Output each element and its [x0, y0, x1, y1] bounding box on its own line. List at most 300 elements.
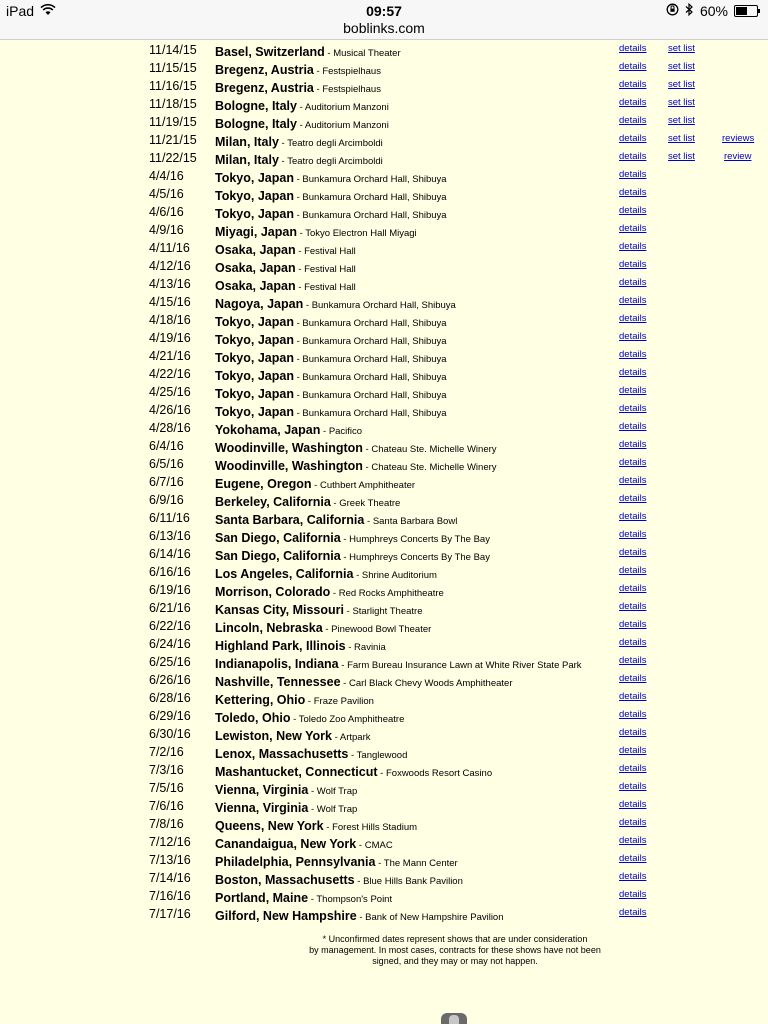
tour-date-row [0, 150, 768, 168]
set-list-link[interactable]: set list [668, 133, 695, 144]
details-link[interactable]: details [619, 151, 647, 162]
venue-separator: - [308, 804, 317, 815]
details-link[interactable]: details [619, 583, 647, 594]
show-date: 11/15/15 [149, 61, 197, 75]
venue-separator: - [293, 210, 303, 221]
show-date: 6/11/16 [149, 511, 190, 525]
show-city: Tokyo, Japan [215, 387, 294, 401]
show-venue: Shrine Auditorium [361, 570, 437, 581]
show-date: 4/28/16 [149, 421, 191, 435]
device-name: iPad [6, 3, 35, 19]
tour-date-row [0, 744, 768, 762]
show-date: 7/12/16 [149, 835, 191, 849]
venue-separator: - [295, 282, 305, 293]
venue-separator: - [303, 300, 312, 311]
venue-separator: - [322, 624, 332, 635]
show-venue: Foxwoods Resort Casino [385, 768, 493, 779]
tour-dates-list [0, 42, 768, 924]
details-link[interactable]: details [619, 799, 647, 810]
details-link[interactable]: details [619, 781, 647, 792]
details-link[interactable]: details [619, 169, 647, 180]
tour-date-row [0, 780, 768, 798]
show-venue: Chateau Ste. Michelle Winery [371, 462, 497, 473]
show-city: Miyagi, Japan [215, 225, 297, 239]
show-date: 4/13/16 [149, 277, 191, 291]
tour-date-row [0, 726, 768, 744]
details-link[interactable]: details [619, 763, 647, 774]
show-city: Vienna, Virginia [215, 783, 309, 797]
show-date: 6/19/16 [149, 583, 191, 597]
tour-date-row [0, 492, 768, 510]
show-date: 6/21/16 [149, 601, 191, 615]
show-city: Tokyo, Japan [215, 189, 294, 203]
show-city: Bregenz, Austria [215, 81, 314, 95]
show-venue: Starlight Theatre [352, 606, 423, 617]
show-venue: Greek Theatre [339, 498, 401, 509]
show-venue: Bank of New Hampshire Pavilion [365, 912, 504, 923]
tour-date-row [0, 42, 768, 60]
show-city: Queens, New York [215, 819, 324, 833]
venue-separator: - [356, 912, 366, 923]
show-city: Tokyo, Japan [215, 351, 294, 365]
details-link[interactable]: details [619, 673, 647, 684]
show-city: Kettering, Ohio [215, 693, 306, 707]
show-city: Portland, Maine [215, 891, 309, 905]
show-location [215, 727, 370, 745]
tour-date-row [0, 798, 768, 816]
details-link[interactable]: details [619, 817, 647, 828]
show-location [215, 349, 447, 367]
venue-separator: - [331, 732, 340, 743]
show-date: 4/5/16 [149, 187, 184, 201]
show-location [215, 259, 356, 277]
venue-separator: - [375, 858, 384, 869]
details-link[interactable]: details [619, 223, 647, 234]
tour-date-row [0, 690, 768, 708]
show-location [215, 871, 463, 889]
show-venue: Auditorium Manzoni [304, 102, 389, 113]
details-link[interactable]: details [619, 727, 647, 738]
show-location [215, 61, 381, 79]
show-city: Vienna, Virginia [215, 801, 309, 815]
show-location [215, 673, 513, 691]
tour-date-row [0, 618, 768, 636]
show-venue: Tokyo Electron Hall Miyagi [305, 228, 417, 239]
show-venue: The Mann Center [383, 858, 458, 869]
venue-separator: - [364, 516, 373, 527]
show-venue: Fraze Pavilion [313, 696, 374, 707]
details-link[interactable]: details [619, 637, 647, 648]
details-link[interactable]: details [619, 853, 647, 864]
show-city: Nagoya, Japan [215, 297, 304, 311]
show-city: Eugene, Oregon [215, 477, 312, 491]
set-list-link[interactable]: set list [668, 43, 695, 54]
show-city: Osaka, Japan [215, 261, 296, 275]
tour-date-row [0, 528, 768, 546]
show-location [215, 547, 490, 565]
details-link[interactable]: details [619, 385, 647, 396]
unconfirmed-dates-footnote [300, 934, 610, 967]
venue-separator: - [362, 462, 372, 473]
show-date: 7/8/16 [149, 817, 184, 831]
show-city: Tokyo, Japan [215, 405, 294, 419]
tour-date-row [0, 546, 768, 564]
tour-date-row [0, 654, 768, 672]
show-date: 7/5/16 [149, 781, 184, 795]
tour-date-row [0, 384, 768, 402]
show-location [215, 331, 447, 349]
show-city: Tokyo, Japan [215, 207, 294, 221]
show-city: Milan, Italy [215, 135, 279, 149]
venue-separator: - [338, 660, 348, 671]
show-venue: Festival Hall [304, 282, 356, 293]
tour-date-row [0, 276, 768, 294]
show-date: 7/3/16 [149, 763, 184, 777]
tour-date-row [0, 60, 768, 78]
show-venue: Pacifico [328, 426, 363, 437]
tour-date-row [0, 294, 768, 312]
show-date: 4/11/16 [149, 241, 190, 255]
show-location [215, 43, 401, 61]
reviews-link[interactable]: reviews [722, 133, 755, 144]
set-list-link[interactable]: set list [668, 61, 695, 72]
show-date: 6/14/16 [149, 547, 191, 561]
venue-separator: - [296, 120, 305, 131]
show-city: San Diego, California [215, 549, 341, 563]
show-location [215, 511, 457, 529]
details-link[interactable]: details [619, 367, 647, 378]
show-location [215, 691, 374, 709]
show-venue: Humphreys Concerts By The Bay [349, 534, 490, 545]
details-link[interactable]: details [619, 241, 647, 252]
show-location [215, 835, 393, 853]
show-location [215, 817, 417, 835]
details-link[interactable]: details [619, 835, 647, 846]
show-location [215, 223, 417, 241]
show-date: 7/17/16 [149, 907, 191, 921]
tour-date-row [0, 420, 768, 438]
bluetooth-icon [685, 3, 694, 19]
details-link[interactable]: details [619, 529, 647, 540]
show-venue: Musical Theater [333, 48, 401, 59]
show-city: Tokyo, Japan [215, 171, 294, 185]
show-city: Milan, Italy [215, 153, 279, 167]
show-date: 11/14/15 [149, 43, 197, 57]
show-location [215, 97, 389, 115]
tour-date-row [0, 168, 768, 186]
show-date: 6/24/16 [149, 637, 191, 651]
show-venue: Red Rocks Amphitheatre [338, 588, 444, 599]
show-date: 11/16/15 [149, 79, 197, 93]
tour-date-row [0, 816, 768, 834]
set-list-link[interactable]: set list [668, 151, 695, 162]
tour-date-row [0, 330, 768, 348]
tour-date-row [0, 906, 768, 924]
tour-date-row [0, 402, 768, 420]
tour-date-row [0, 78, 768, 96]
show-date: 7/2/16 [149, 745, 184, 759]
venue-separator: - [343, 606, 353, 617]
details-link[interactable]: details [619, 871, 647, 882]
show-venue: Wolf Trap [316, 786, 358, 797]
show-date: 7/13/16 [149, 853, 191, 867]
tour-date-row [0, 708, 768, 726]
show-venue: Chateau Ste. Michelle Winery [371, 444, 497, 455]
show-venue: Teatro degli Arcimboldi [287, 138, 383, 149]
show-location [215, 403, 447, 421]
show-location [215, 79, 381, 97]
tour-date-row [0, 222, 768, 240]
tour-date-row [0, 636, 768, 654]
details-link[interactable]: details [619, 547, 647, 558]
details-link[interactable]: details [619, 745, 647, 756]
details-link[interactable]: details [619, 295, 647, 306]
show-city: Basel, Switzerland [215, 45, 325, 59]
show-date: 4/25/16 [149, 385, 191, 399]
show-location [215, 313, 447, 331]
details-link[interactable]: details [619, 205, 647, 216]
tour-date-row [0, 186, 768, 204]
show-location [215, 385, 447, 403]
tour-date-row [0, 312, 768, 330]
show-date: 6/22/16 [149, 619, 191, 633]
show-city: Morrison, Colorado [215, 585, 331, 599]
venue-separator: - [353, 570, 362, 581]
details-link[interactable]: details [619, 43, 647, 54]
battery-icon [734, 5, 758, 17]
details-link[interactable]: details [619, 331, 647, 342]
show-date: 11/21/15 [149, 133, 197, 147]
show-venue: Bunkamura Orchard Hall, Shibuya [302, 336, 447, 347]
show-city: Tokyo, Japan [215, 315, 294, 329]
details-link[interactable]: details [619, 421, 647, 432]
show-location [215, 277, 356, 295]
tour-date-row [0, 240, 768, 258]
show-location [215, 169, 447, 187]
details-link[interactable]: details [619, 187, 647, 198]
show-city: Lewiston, New York [215, 729, 332, 743]
details-link[interactable]: details [619, 655, 647, 666]
show-location [215, 493, 400, 511]
show-venue: Toledo Zoo Amphitheatre [298, 714, 405, 725]
show-venue: Humphreys Concerts By The Bay [349, 552, 490, 563]
show-city: Lenox, Massachusetts [215, 747, 349, 761]
show-venue: Bunkamura Orchard Hall, Shibuya [311, 300, 456, 311]
tour-date-row [0, 96, 768, 114]
tour-date-row [0, 834, 768, 852]
venue-separator: - [290, 714, 299, 725]
show-venue: Bunkamura Orchard Hall, Shibuya [302, 390, 447, 401]
venue-separator: - [293, 318, 303, 329]
details-link[interactable]: details [619, 907, 647, 918]
show-location [215, 133, 383, 151]
show-location [215, 187, 447, 205]
venue-separator: - [356, 840, 365, 851]
details-link[interactable]: details [619, 565, 647, 576]
tour-date-row [0, 438, 768, 456]
details-link[interactable]: details [619, 475, 647, 486]
show-location [215, 601, 423, 619]
show-venue: Festspielhaus [322, 66, 381, 77]
set-list-link[interactable]: set list [668, 115, 695, 126]
show-location [215, 565, 437, 583]
venue-separator: - [308, 786, 317, 797]
details-link[interactable]: details [619, 691, 647, 702]
show-location [215, 295, 456, 313]
show-city: Mashantucket, Connecticut [215, 765, 378, 779]
show-date: 7/6/16 [149, 799, 184, 813]
show-date: 4/9/16 [149, 223, 184, 237]
show-location [215, 475, 415, 493]
show-location [215, 907, 504, 925]
show-location [215, 745, 407, 763]
show-venue: Bunkamura Orchard Hall, Shibuya [302, 318, 447, 329]
show-city: Tokyo, Japan [215, 369, 294, 383]
show-location [215, 421, 362, 439]
venue-separator: - [354, 876, 364, 887]
details-link[interactable]: details [619, 511, 647, 522]
details-link[interactable]: details [619, 277, 647, 288]
show-city: Yokohama, Japan [215, 423, 321, 437]
show-venue: Blue Hills Bank Pavilion [363, 876, 463, 887]
show-date: 4/15/16 [149, 295, 191, 309]
clock: 09:57 [366, 3, 402, 19]
details-link[interactable]: details [619, 313, 647, 324]
venue-separator: - [320, 426, 329, 437]
show-date: 11/22/15 [149, 151, 197, 165]
venue-separator: - [377, 768, 386, 779]
show-city: Bologne, Italy [215, 99, 297, 113]
battery-percent: 60% [699, 3, 728, 19]
details-link[interactable]: details [619, 709, 647, 720]
status-right [666, 3, 758, 19]
set-list-link[interactable]: set list [668, 79, 695, 90]
venue-separator: - [330, 588, 339, 599]
show-date: 6/25/16 [149, 655, 191, 669]
show-venue: Cuthbert Amphitheater [320, 480, 416, 491]
show-location [215, 241, 356, 259]
venue-separator: - [340, 534, 350, 545]
details-link[interactable]: details [619, 439, 647, 450]
show-venue: Wolf Trap [316, 804, 358, 815]
venue-separator: - [311, 480, 320, 491]
show-location [215, 367, 447, 385]
show-location [215, 637, 386, 655]
show-date: 6/5/16 [149, 457, 184, 471]
show-venue: Tanglewood [356, 750, 408, 761]
venue-separator: - [362, 444, 372, 455]
venue-separator: - [313, 66, 323, 77]
venue-separator: - [278, 138, 288, 149]
tour-date-row [0, 456, 768, 474]
show-location [215, 583, 444, 601]
details-link[interactable]: details [619, 133, 647, 144]
footnote-line: * Unconfirmed dates represent shows that are under consideration [322, 934, 588, 944]
venue-separator: - [324, 48, 334, 59]
show-date: 6/30/16 [149, 727, 191, 741]
show-location [215, 781, 357, 799]
venue-separator: - [293, 192, 303, 203]
venue-separator: - [330, 498, 340, 509]
details-link[interactable]: details [619, 457, 647, 468]
tour-date-row [0, 600, 768, 618]
venue-separator: - [295, 246, 305, 257]
show-date: 4/22/16 [149, 367, 191, 381]
show-venue: Festspielhaus [322, 84, 381, 95]
details-link[interactable]: details [619, 349, 647, 360]
show-date: 6/26/16 [149, 673, 191, 687]
show-location [215, 709, 404, 727]
show-city: Woodinville, Washington [215, 441, 363, 455]
details-link[interactable]: details [619, 97, 647, 108]
details-link[interactable]: details [619, 493, 647, 504]
show-city: Nashville, Tennessee [215, 675, 341, 689]
tour-date-row [0, 474, 768, 492]
tour-date-row [0, 672, 768, 690]
venue-separator: - [293, 390, 303, 401]
tour-date-row [0, 114, 768, 132]
show-venue: Auditorium Manzoni [304, 120, 389, 131]
show-city: Osaka, Japan [215, 279, 296, 293]
show-venue: Pinewood Bowl Theater [331, 624, 432, 635]
show-venue: Bunkamura Orchard Hall, Shibuya [302, 174, 447, 185]
details-link[interactable]: details [619, 115, 647, 126]
venue-separator: - [293, 372, 303, 383]
address-bar-url[interactable]: boblinks.com [343, 20, 425, 36]
details-link[interactable]: details [619, 403, 647, 414]
show-date: 6/28/16 [149, 691, 191, 705]
venue-separator: - [345, 642, 355, 653]
show-date: 4/6/16 [149, 205, 184, 219]
site-logo-icon[interactable] [441, 1013, 467, 1024]
details-link[interactable]: details [619, 259, 647, 270]
show-city: Toledo, Ohio [215, 711, 291, 725]
show-city: Indianapolis, Indiana [215, 657, 339, 671]
details-link[interactable]: details [619, 61, 647, 72]
show-location [215, 439, 497, 457]
show-date: 7/16/16 [149, 889, 191, 903]
show-city: San Diego, California [215, 531, 341, 545]
details-link[interactable]: details [619, 889, 647, 900]
venue-separator: - [293, 336, 303, 347]
review-link[interactable]: review [724, 151, 752, 162]
show-venue: Farm Bureau Insurance Lawn at White River State Park [347, 660, 582, 671]
venue-separator: - [293, 408, 303, 419]
venue-separator: - [293, 174, 303, 185]
show-date: 6/16/16 [149, 565, 191, 579]
show-city: Lincoln, Nebraska [215, 621, 323, 635]
show-city: Santa Barbara, California [215, 513, 365, 527]
show-city: Highland Park, Illinois [215, 639, 346, 653]
details-link[interactable]: details [619, 619, 647, 630]
details-link[interactable]: details [619, 79, 647, 90]
show-location [215, 763, 492, 781]
tour-date-row [0, 762, 768, 780]
show-city: Tokyo, Japan [215, 333, 294, 347]
show-city: Woodinville, Washington [215, 459, 363, 473]
tour-date-row [0, 366, 768, 384]
venue-separator: - [296, 102, 305, 113]
tour-date-row [0, 348, 768, 366]
set-list-link[interactable]: set list [668, 97, 695, 108]
show-venue: Bunkamura Orchard Hall, Shibuya [302, 354, 447, 365]
venue-separator: - [340, 678, 349, 689]
details-link[interactable]: details [619, 601, 647, 612]
show-location [215, 457, 497, 475]
show-location [215, 205, 447, 223]
venue-separator: - [305, 696, 314, 707]
show-date: 7/14/16 [149, 871, 191, 885]
